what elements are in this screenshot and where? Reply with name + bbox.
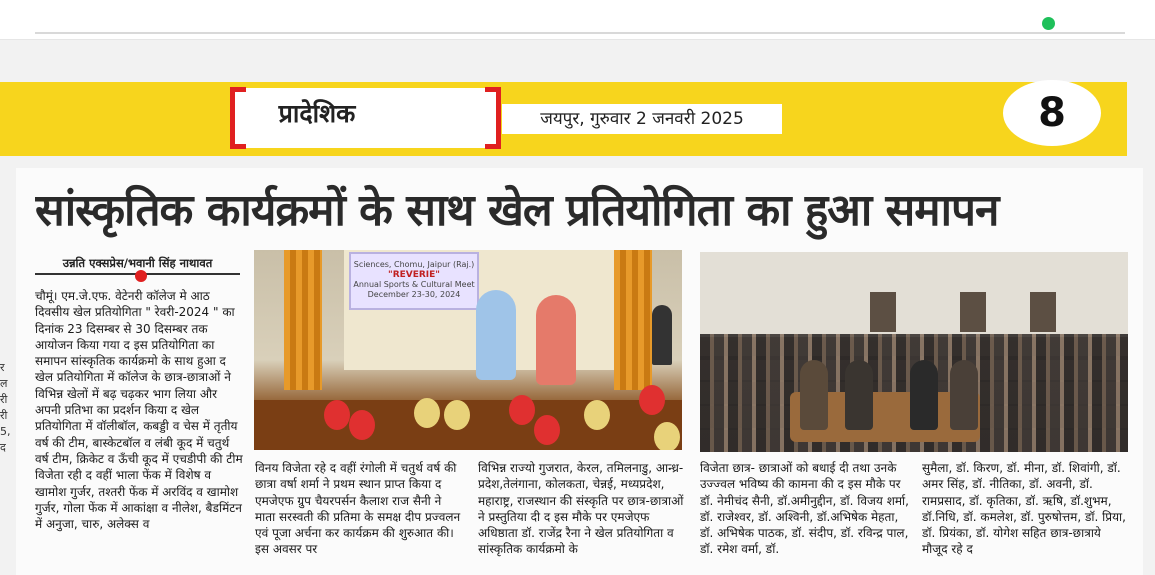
balloon <box>654 422 680 450</box>
balloon <box>444 400 470 430</box>
cut-text-line: री <box>0 409 8 422</box>
article-byline: उन्नति एक्सप्रेस/भवानी सिंह नाथावत <box>35 256 240 275</box>
cut-text-line: 5, <box>0 425 11 438</box>
article-column-1: चौमूं। एम.जे.एफ. वेटेनरी कॉलेज मे आठ दिवसीय खेल प्रतियोगिता " रेवरी-2024 " का दिनांक 23 दिसम्बर से 30 दिसम्बर तक आयोजन किया गया द इस प्रतियोगिता का समापन सांस्कृतिक कार्यक्रमो के साथ हुआ द खेल प्रतियोगिता में कॉलेज के छात्र-छात्राओं ने विभिन्न खेलों में बढ़ चढ़कर भाग लिया और अपनी प्रतिभा का प्रदर्शन किया द खेल प्रतियोगिता में वॉलीबॉल, कबड्डी व चेस में तृतीय वर्ष की टीम, बास्केटबॉल व लंबी कूद में चतुर्थ वर्ष टीम, क्रिकेट व ऊँची कूद में एचडीपी की टीम विजेता रही द वहीं भाला फेंक में विशेष व खामोश गुर्जर, तश्तरी फेंक में अरविंद व खामोश गुर्जर, गोला फेंक में आकांक्षा व नीलेश, बैडमिंटन में अनुजा, चारु, अलेक्स व <box>35 289 243 532</box>
byline-marker-dot <box>135 270 147 282</box>
balloon <box>584 400 610 430</box>
balloon <box>639 385 665 415</box>
standing-person <box>652 305 672 365</box>
balloon <box>324 400 350 430</box>
hall-window <box>1030 292 1056 332</box>
hall-window <box>960 292 986 332</box>
curtain-drape <box>284 250 322 390</box>
balloon <box>509 395 535 425</box>
dancer-figure <box>536 295 576 385</box>
seated-guest <box>910 360 938 430</box>
article-column-2: विनय विजेता रहे द वहीं रंगोली में चतुर्थ वर्ष की छात्रा वर्षा शर्मा ने प्रथम स्थान प्राप्त किया द एमजेएफ ग्रुप चैयरपर्सन कैलाश राज सैनी ने माता सरस्वती की प्रतिमा के समक्ष दीप प्रज्वलन एवं पूजा अर्चना कर कार्यक्रम की शुरुआत की। इस अवसर पर <box>255 461 461 557</box>
seated-guest <box>800 360 828 430</box>
balloon <box>414 398 440 428</box>
cut-text-line: द <box>0 441 6 454</box>
article-column-5: सुमैला, डॉ. किरण, डॉ. मीना, डॉ. शिवांगी, डॉ. अमर सिंह, डॉ. नीतिका, डॉ. अवनी, डॉ. रामप्रसाद, डॉ. कृतिका, डॉ. ऋषि, डॉ.शुभम, डॉ.निधि, डॉ. कमलेश, डॉ. पुरुषोत्तम, डॉ. प्रिया, डॉ. प्रियंका, डॉ. योगेश सहित छात्र-छात्राये मौजूद रहे द <box>922 461 1126 557</box>
page-number: 8 <box>1003 80 1101 146</box>
dancer-figure <box>476 290 516 380</box>
curtain-drape <box>614 250 652 390</box>
right-bracket-decoration <box>485 87 501 149</box>
cut-text-line: री <box>0 393 8 406</box>
section-title: प्रादेशिक <box>278 99 356 128</box>
article-headline: सांस्कृतिक कार्यक्रमों के साथ खेल प्रतियोगिता का हुआ समापन <box>35 185 999 236</box>
audience-photo[interactable] <box>700 252 1128 452</box>
article-column-3: विभिन्न राज्यो गुजरात, केरल, तमिलनाडु, आन्ध्र-प्रदेश,तेलंगाना, कोलकता, चेन्नई, मध्यप्रदेश, महाराष्ट्र, राजस्थान की संस्कृति पर छात्र-छात्राओं ने प्रस्तुतिया दी द इस मौके पर एमजेएफ अधिष्ठाता डॉ. राजेंद्र रैना ने खेल प्रतियोगिता व सांस्कृतिक कार्यक्रमो के <box>478 461 684 557</box>
balloon <box>349 410 375 440</box>
banner-line: Sciences, Chomu, Jaipur (Raj.) <box>353 260 475 269</box>
hall-wall <box>700 252 1128 337</box>
banner-title: "REVERIE" <box>388 270 440 280</box>
online-status-indicator <box>1042 17 1055 30</box>
hall-window <box>870 292 896 332</box>
balloon <box>534 415 560 445</box>
cut-text-line: र <box>0 361 5 374</box>
banner-line: Annual Sports & Cultural Meet <box>353 280 475 289</box>
top-divider <box>35 0 1125 34</box>
seated-guest <box>845 360 873 430</box>
seated-guest <box>950 360 978 430</box>
stage-performance-photo[interactable] <box>254 250 682 450</box>
previous-column-cut-text <box>0 360 14 480</box>
event-banner <box>349 252 479 310</box>
cut-text-line: ल <box>0 377 8 390</box>
browser-top-bar <box>0 0 1155 40</box>
dateline: जयपुर, गुरुवार 2 जनवरी 2025 <box>502 104 782 134</box>
article-column-4: विजेता छात्र- छात्राओं को बधाई दी तथा उनके उज्ज्वल भविष्य की कामना की द इस मौके पर डॉ. नेमीचंद सैनी, डॉ.अमीनुद्दीन, डॉ. विजय शर्मा, डॉ. राजेश्वर, डॉ. अश्विनी, डॉ.अभिषेक मेहता, डॉ. अभिषेक पाठक, डॉ. संदीप, डॉ. रविन्द्र पाल, डॉ. रमेश वर्मा, डॉ. <box>700 461 909 557</box>
banner-line: December 23-30, 2024 <box>367 290 461 299</box>
